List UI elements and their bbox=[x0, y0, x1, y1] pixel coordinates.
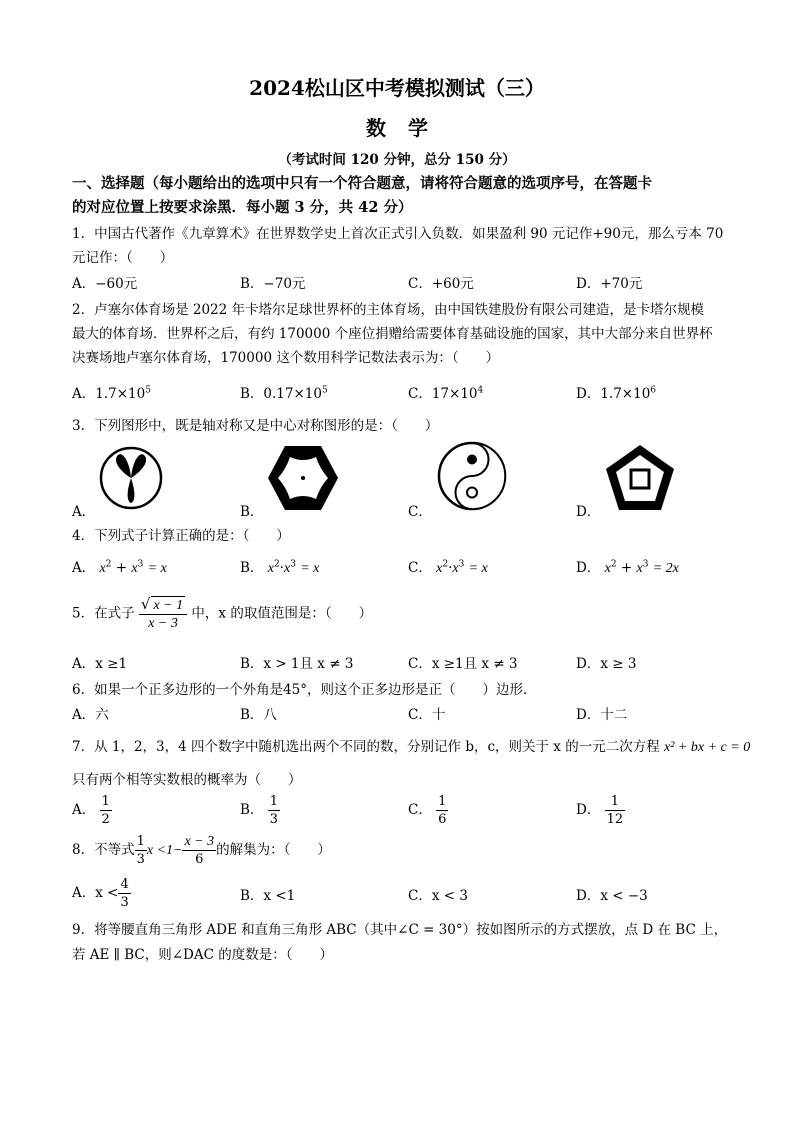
q2-line3: 决赛场地卢塞尔体育场，170000 这个数用科学记数法表示为：（ ） bbox=[72, 350, 500, 366]
exam-info: （考试时间 120 分钟，总分 150 分） bbox=[278, 152, 516, 168]
q3-figure-b bbox=[266, 443, 340, 513]
section-heading-line1: 一、选择题（每小题给出的选项中只有一个符合题意，请将符合题意的选项序号，在答题卡 bbox=[72, 175, 652, 192]
q8-text: 8．不等式 $\frac{1}{3}$ x <1− $\frac{x - 3}{6}$ 的解集为：（ ） bbox=[72, 834, 331, 867]
q4-text: 4．下列式子计算正确的是：（ ） bbox=[72, 528, 290, 544]
q5-option-c: C．x ≥1且 x ≠ 3 bbox=[408, 656, 518, 672]
q3-figure-c bbox=[436, 440, 508, 512]
q3-figure-d bbox=[604, 443, 676, 513]
q2-line1: 2．卢塞尔体育场是 2022 年卡塔尔足球世界杯的主体育场，由中国铁建股份有限公司建造，是卡塔尔规模 bbox=[72, 302, 705, 318]
q1-option-d: D．+70元 bbox=[576, 276, 643, 292]
q1-option-c: C．+60元 bbox=[408, 276, 474, 292]
q3-label-a: A． bbox=[72, 504, 96, 520]
q5-option-a: A．x ≥1 bbox=[72, 656, 128, 672]
q8-option-a: A．x < $\frac{4}{3}$ bbox=[72, 877, 129, 910]
q3-label-d: D． bbox=[576, 504, 601, 520]
q7-option-b: B． $\frac{1}{3}$ bbox=[240, 794, 278, 827]
q6-option-a: A．六 bbox=[72, 707, 109, 723]
q2-line2: 最大的体育场．世界杯之后，有约 170000 个座位捐赠给需要体育基础设施的国家，其中大部分来自世界杯 bbox=[72, 326, 713, 342]
q3-figure-a bbox=[98, 445, 164, 511]
q6-text: 6．如果一个正多边形的一个外角是45°，则这个正多边形是正（ ）边形． bbox=[72, 682, 537, 698]
q1-line1: 1．中国古代著作《九章算术》在世界数学史上首次正式引入负数．如果盈利 90 元记作+90元，那么亏本 70 bbox=[72, 226, 724, 242]
q7-option-c: C． $\frac{1}{6}$ bbox=[408, 794, 447, 827]
q7-line2: 只有两个相等实数根的概率为（ ） bbox=[72, 772, 302, 788]
q4-option-d: D． $x^2 + x^3 = 2x$ bbox=[576, 559, 679, 576]
q4-option-b: B． $x^2\cdot x^3 = x$ bbox=[240, 559, 320, 576]
q9-line1: 9．将等腰直角三角形 ADE 和直角三角形 ABC（其中∠C = 30°）按如图所示的方式摆放，点 D 在 BC 上， bbox=[72, 922, 728, 938]
q4-option-a: A． $x^2 + x^3 = x$ bbox=[72, 559, 167, 576]
q6-option-d: D．十二 bbox=[576, 707, 628, 723]
q2-option-c: C．$17\times 10^4$ bbox=[408, 385, 484, 402]
q2-option-b: B．$0.17\times 10^5$ bbox=[240, 385, 328, 402]
q3-text: 3．下列图形中，既是轴对称又是中心对称图形的是：（ ） bbox=[72, 418, 439, 434]
q9-line2: 若 AE ∥ BC，则∠DAC 的度数是：（ ） bbox=[72, 947, 333, 963]
section-heading-line2: 的对应位置上按要求涂黑．每小题 3 分，共 42 分） bbox=[72, 199, 413, 216]
q3-label-c: C． bbox=[408, 504, 432, 520]
q3-label-b: B． bbox=[240, 504, 264, 520]
q1-option-b: B．−70元 bbox=[240, 276, 306, 292]
page-title: 2024松山区中考模拟测试（三） bbox=[249, 76, 545, 100]
q5-option-b: B．x > 1且 x ≠ 3 bbox=[240, 656, 354, 672]
q5-text: 5．在式子 $\frac{√ x - 1}{x - 3}$ 中，x 的取值范围是：（ ） bbox=[72, 595, 373, 631]
q4-option-c: C． $x^2\cdot x^3 = x$ bbox=[408, 559, 488, 576]
q1-option-a: A．−60元 bbox=[72, 276, 138, 292]
q7-option-a: A． $\frac{1}{2}$ bbox=[72, 794, 110, 827]
q2-option-a: A．$1.7\times 10^5$ bbox=[72, 385, 151, 402]
q7-line1: 7．从 1，2，3，4 四个数字中随机选出两个不同的数，分别记作 b，c，则关于 x 的一元二次方程 x² + bx + c = 0 bbox=[72, 739, 751, 755]
q2-option-d: D．$1.7\times 10^6$ bbox=[576, 385, 657, 402]
q5-option-d: D．x ≥ 3 bbox=[576, 656, 637, 672]
q1-line2: 元记作：（ ） bbox=[72, 250, 174, 266]
q6-option-c: C．十 bbox=[408, 707, 446, 723]
subject-title: 数学 bbox=[366, 116, 450, 140]
q8-option-c: C．x < 3 bbox=[408, 888, 468, 904]
q8-option-b: B．x <1 bbox=[240, 888, 296, 904]
q6-option-b: B．八 bbox=[240, 707, 277, 723]
q7-option-d: D． $\frac{1}{12}$ bbox=[576, 794, 624, 827]
q8-option-d: D．x < −3 bbox=[576, 888, 648, 904]
q5-fraction: $\frac{√ x - 1}{x - 3}$ bbox=[139, 596, 187, 632]
